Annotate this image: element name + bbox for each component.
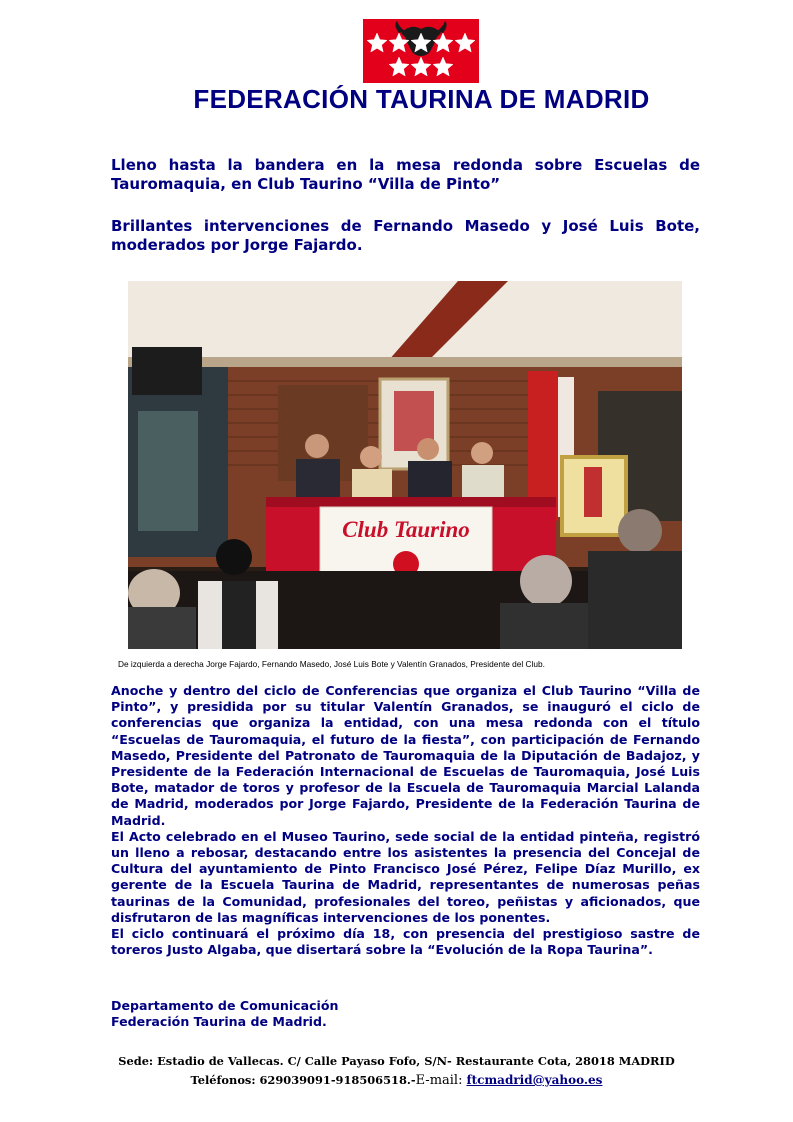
article-paragraph: Anoche y dentro del ciclo de Conferencias que organiza el Club Taurino “Villa de Pinto”, y presidida por su titular Valentín Granados, se inauguró el ciclo de conferencias que organiza la entidad, con una mesa redonda con el título “Escuelas de Tauromaquia, el futuro de la fiesta”, con participación de Fernando Masedo, Presidente del Patronato de Tauromaquia de la Diputación de Badajoz, y Presidente de la Federación Internacional de Escuelas de Tauromaquia, José Luis Bote, matador de toros y profesor de la Escuela de Tauromaquia Marcial Lalanda de Madrid, moderados por Jorge Fajardo, Presidente de la Federación Taurina de Madrid. [111,683,700,828]
signoff [111,998,339,1030]
footer-address: Sede: Estadio de Vallecas. C/ Calle Payaso Fofo, S/N- Restaurante Cota, 28018 MADRID [118,1054,675,1068]
footer-email-link[interactable]: ftcmadrid@yahoo.es [466,1073,603,1087]
photo-caption: De izquierda a derecha Jorge Fajardo, Fernando Masedo, José Luis Bote y Valentín Granados, Presidente del Club. [118,659,545,669]
madrid-stars-bull-logo-icon [363,19,479,83]
article-body [111,683,700,958]
article-paragraph: El ciclo continuará el próximo día 18, con presencia del prestigioso sastre de toreros Justo Algaba, que disertará sobre la “Evolución de la Ropa Taurina”. [111,926,700,958]
page-title: FEDERACIÓN TAURINA DE MADRID [193,84,650,114]
footer-contact [0,1073,793,1088]
footer-phones: Teléfonos: 629039091-918506518.- [190,1073,416,1087]
federation-logo [363,19,479,83]
signoff-department: Departamento de Comunicación [111,998,339,1013]
headline-primary: Lleno hasta la bandera en la mesa redonda sobre Escuelas de Tauromaquia, en Club Taurino “Villa de Pinto” [111,156,700,193]
headline-secondary: Brillantes intervenciones de Fernando Masedo y José Luis Bote, moderados por Jorge Fajardo. [111,217,700,254]
round-table-photo-illustration [128,281,682,649]
banner-club-taurino: Club Taurino [342,517,470,542]
footer-email-label: E-mail: [415,1073,463,1088]
signoff-organization: Federación Taurina de Madrid. [111,1014,327,1030]
event-photo [128,281,682,649]
article-paragraph: El Acto celebrado en el Museo Taurino, sede social de la entidad pinteña, registró un lleno a rebosar, destacando entre los asistentes la presencia del Concejal de Cultura del ayuntamiento de Pinto Francisco José Pérez, Felipe Díaz Murillo, ex gerente de la Escuela Taurina de Madrid, representantes de numerosas peñas taurinas de la Comunidad, profesionales del toreo, peñistas y aficionados, que disfrutaron de las magníficas intervenciones de los ponentes. [111,828,700,925]
